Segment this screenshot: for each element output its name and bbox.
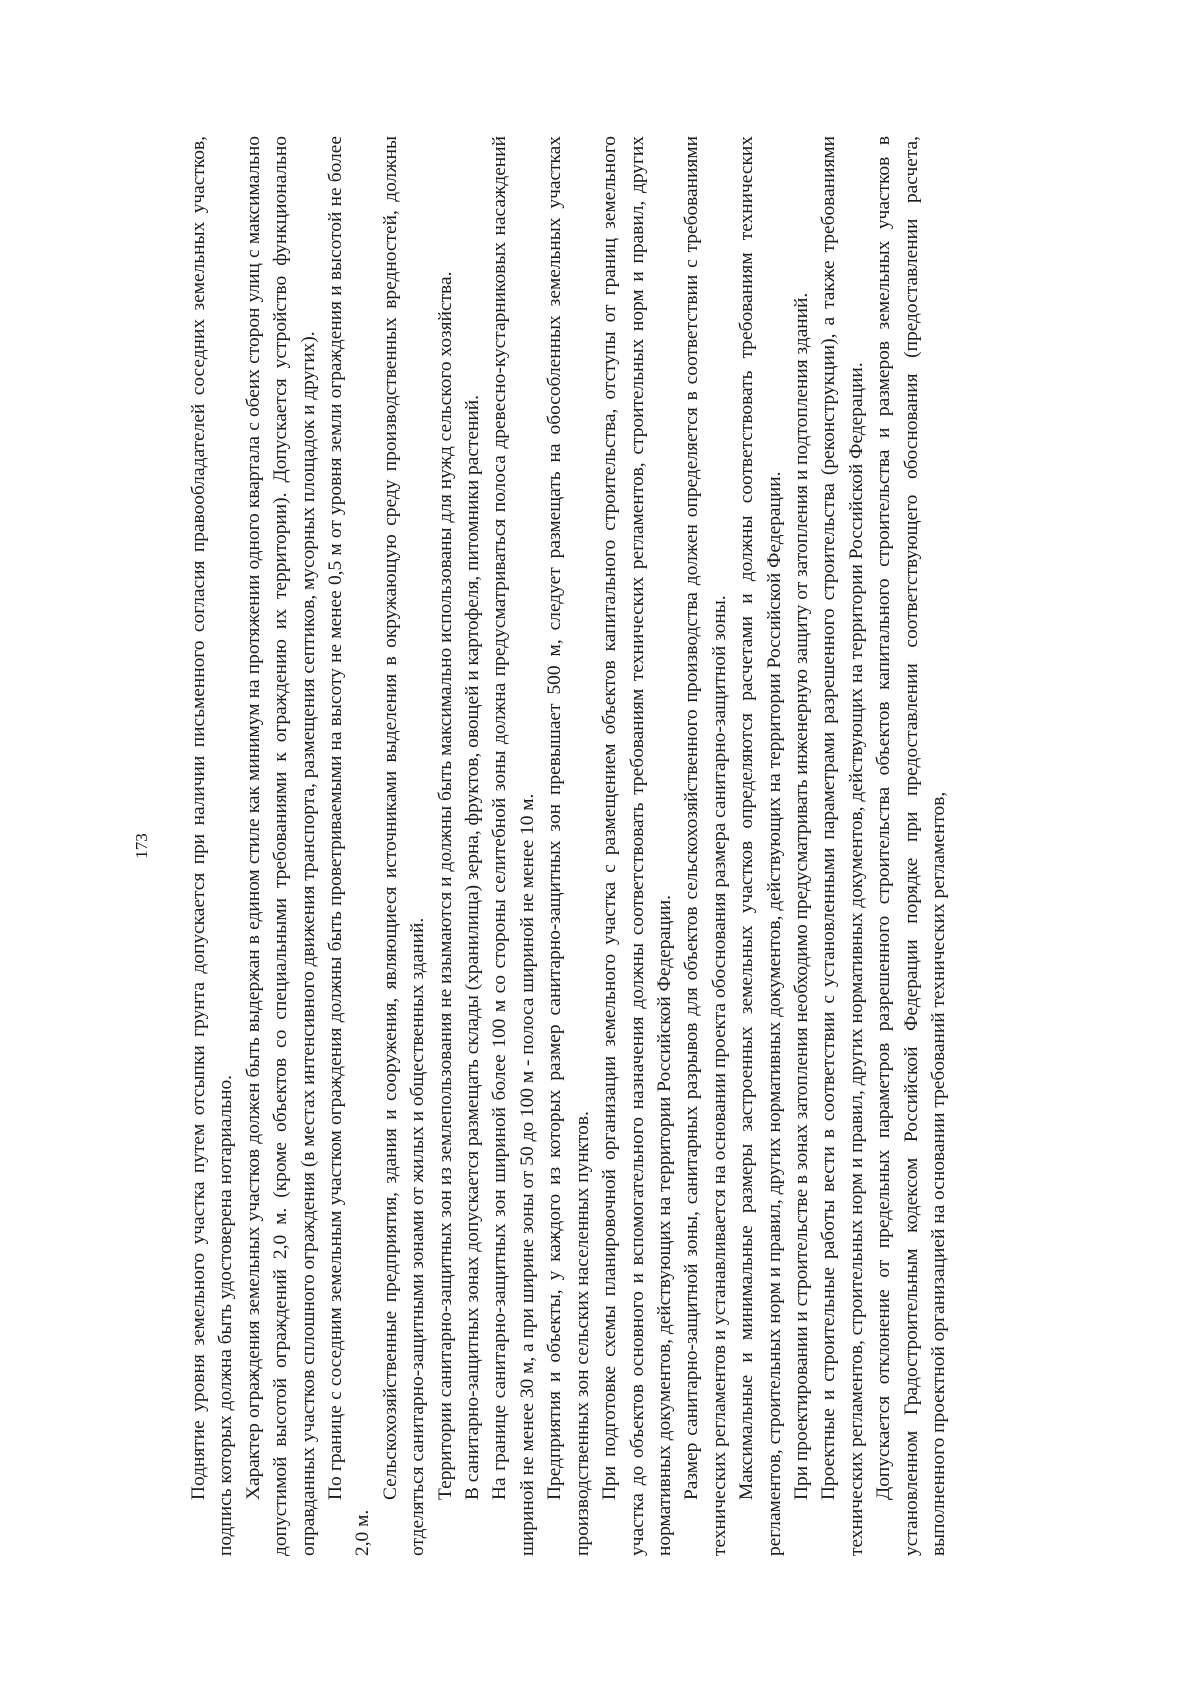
paragraph: Допускается отклонение от предельных параметров разрешенного строительства объектов капитального строительства и размеров земельных участков в установленном Градостроительным кодексом Российской Федерации порядке при предоставлении соответствующего обоснования (предоставлении расчета, выполненного проектной организацией на основании требований технических регламентов,	[873, 136, 949, 1556]
paragraph: При проектировании и строительстве в зонах затопления необходимо предусматривать инженерную защиту от затопления и подтопления зданий.	[790, 292, 812, 1500]
paragraph: Размер санитарно-защитной зоны, санитарных разрывов для объектов сельскохозяйственного производства должен определяется в соответствии с требованиями технических регламентов и устанавливается на основании проекта обоснования размера санитарно-защитной зоны.	[681, 136, 730, 1556]
paragraph: По границе с соседним земельным участком ограждения должны быть проветриваемыми на высоту не менее 0,5 м от уровня земли ограждения и высотой не более 2,0 м.	[325, 136, 374, 1556]
paragraph: Территории санитарно-защитных зон из землепользования не изымаются и должны быть максимально использованы для нужд сельского хозяйства.	[434, 271, 456, 1500]
paragraph: В санитарно-защитных зонах допускается размещать склады (хранилища) зерна, фруктов, овощей и картофеля, питомники растений.	[462, 394, 484, 1500]
body-text	[185, 136, 952, 1556]
paragraph: Характер ограждения земельных участков должен быть выдержан в едином стиле как минимум на протяжении одного квартала с обеих сторон улиц с максимально допустимой высотой ограждений 2,0 м. (кроме объектов со специальными требованиями к ограждению их территории). Допускается устройство функционально оправданных участков сплошного ограждения (в местах интенсивного движения транспорта, размещения септиков, мусорных площадок и других).	[242, 136, 319, 1556]
paragraph: На границе санитарно-защитных зон шириной более 100 м со стороны селитебной зоны должна предусматриваться полоса древесно-кустарниковых насаждений шириной не менее 30 м, а при ширине зоны от 50 до 100 м - полоса шириной не менее 10 м.	[489, 136, 538, 1556]
paragraph: Сельскохозяйственные предприятия, здания и сооружения, являющиеся источниками выделения в окружающую среду производственных вредностей, должны отделяться санитарно-защитными зонами от жилых и общественных зданий.	[379, 136, 429, 1556]
paragraph: Проектные и строительные работы вести в соответствии с установленными параметрами разрешенного строительства (реконструкции), а также требованиями технических регламентов, строительных норм и правил, других нормативных документов, действующих на территории Российской Федерации.	[818, 136, 867, 1556]
rotated-page-content	[130, 136, 1140, 1556]
paragraph: Максимальные и минимальные размеры застроенных земельных участков определяются расчетами и должны соответствовать требованиям технических регламентов, строительных норм и правил, других нормативных документов, действующих на территории Российской Федерации.	[736, 136, 785, 1556]
paragraph: Поднятие уровня земельного участка путем отсыпки грунта допускается при наличии письменного согласия правообладателей соседних земельных участков, подпись которых должна быть удостоверена нотариально.	[188, 136, 237, 1556]
page-number: 173	[132, 833, 151, 859]
paragraph: Предприятия и объекты, у каждого из которых размер санитарно-защитных зон превышает 500 м, следует размещать на обособленных земельных участках производственных зон сельских населенных пунктов.	[544, 136, 593, 1556]
paragraph: При подготовке схемы планировочной организации земельного участка с размещением объектов капитального строительства, отступы от границ земельного участка до объектов основного и вспомогательного назначения должны соответствовать требованиям технических регламентов, строительных норм и правил, других нормативных документов, действующих на территории Российской Федерации.	[599, 136, 675, 1556]
